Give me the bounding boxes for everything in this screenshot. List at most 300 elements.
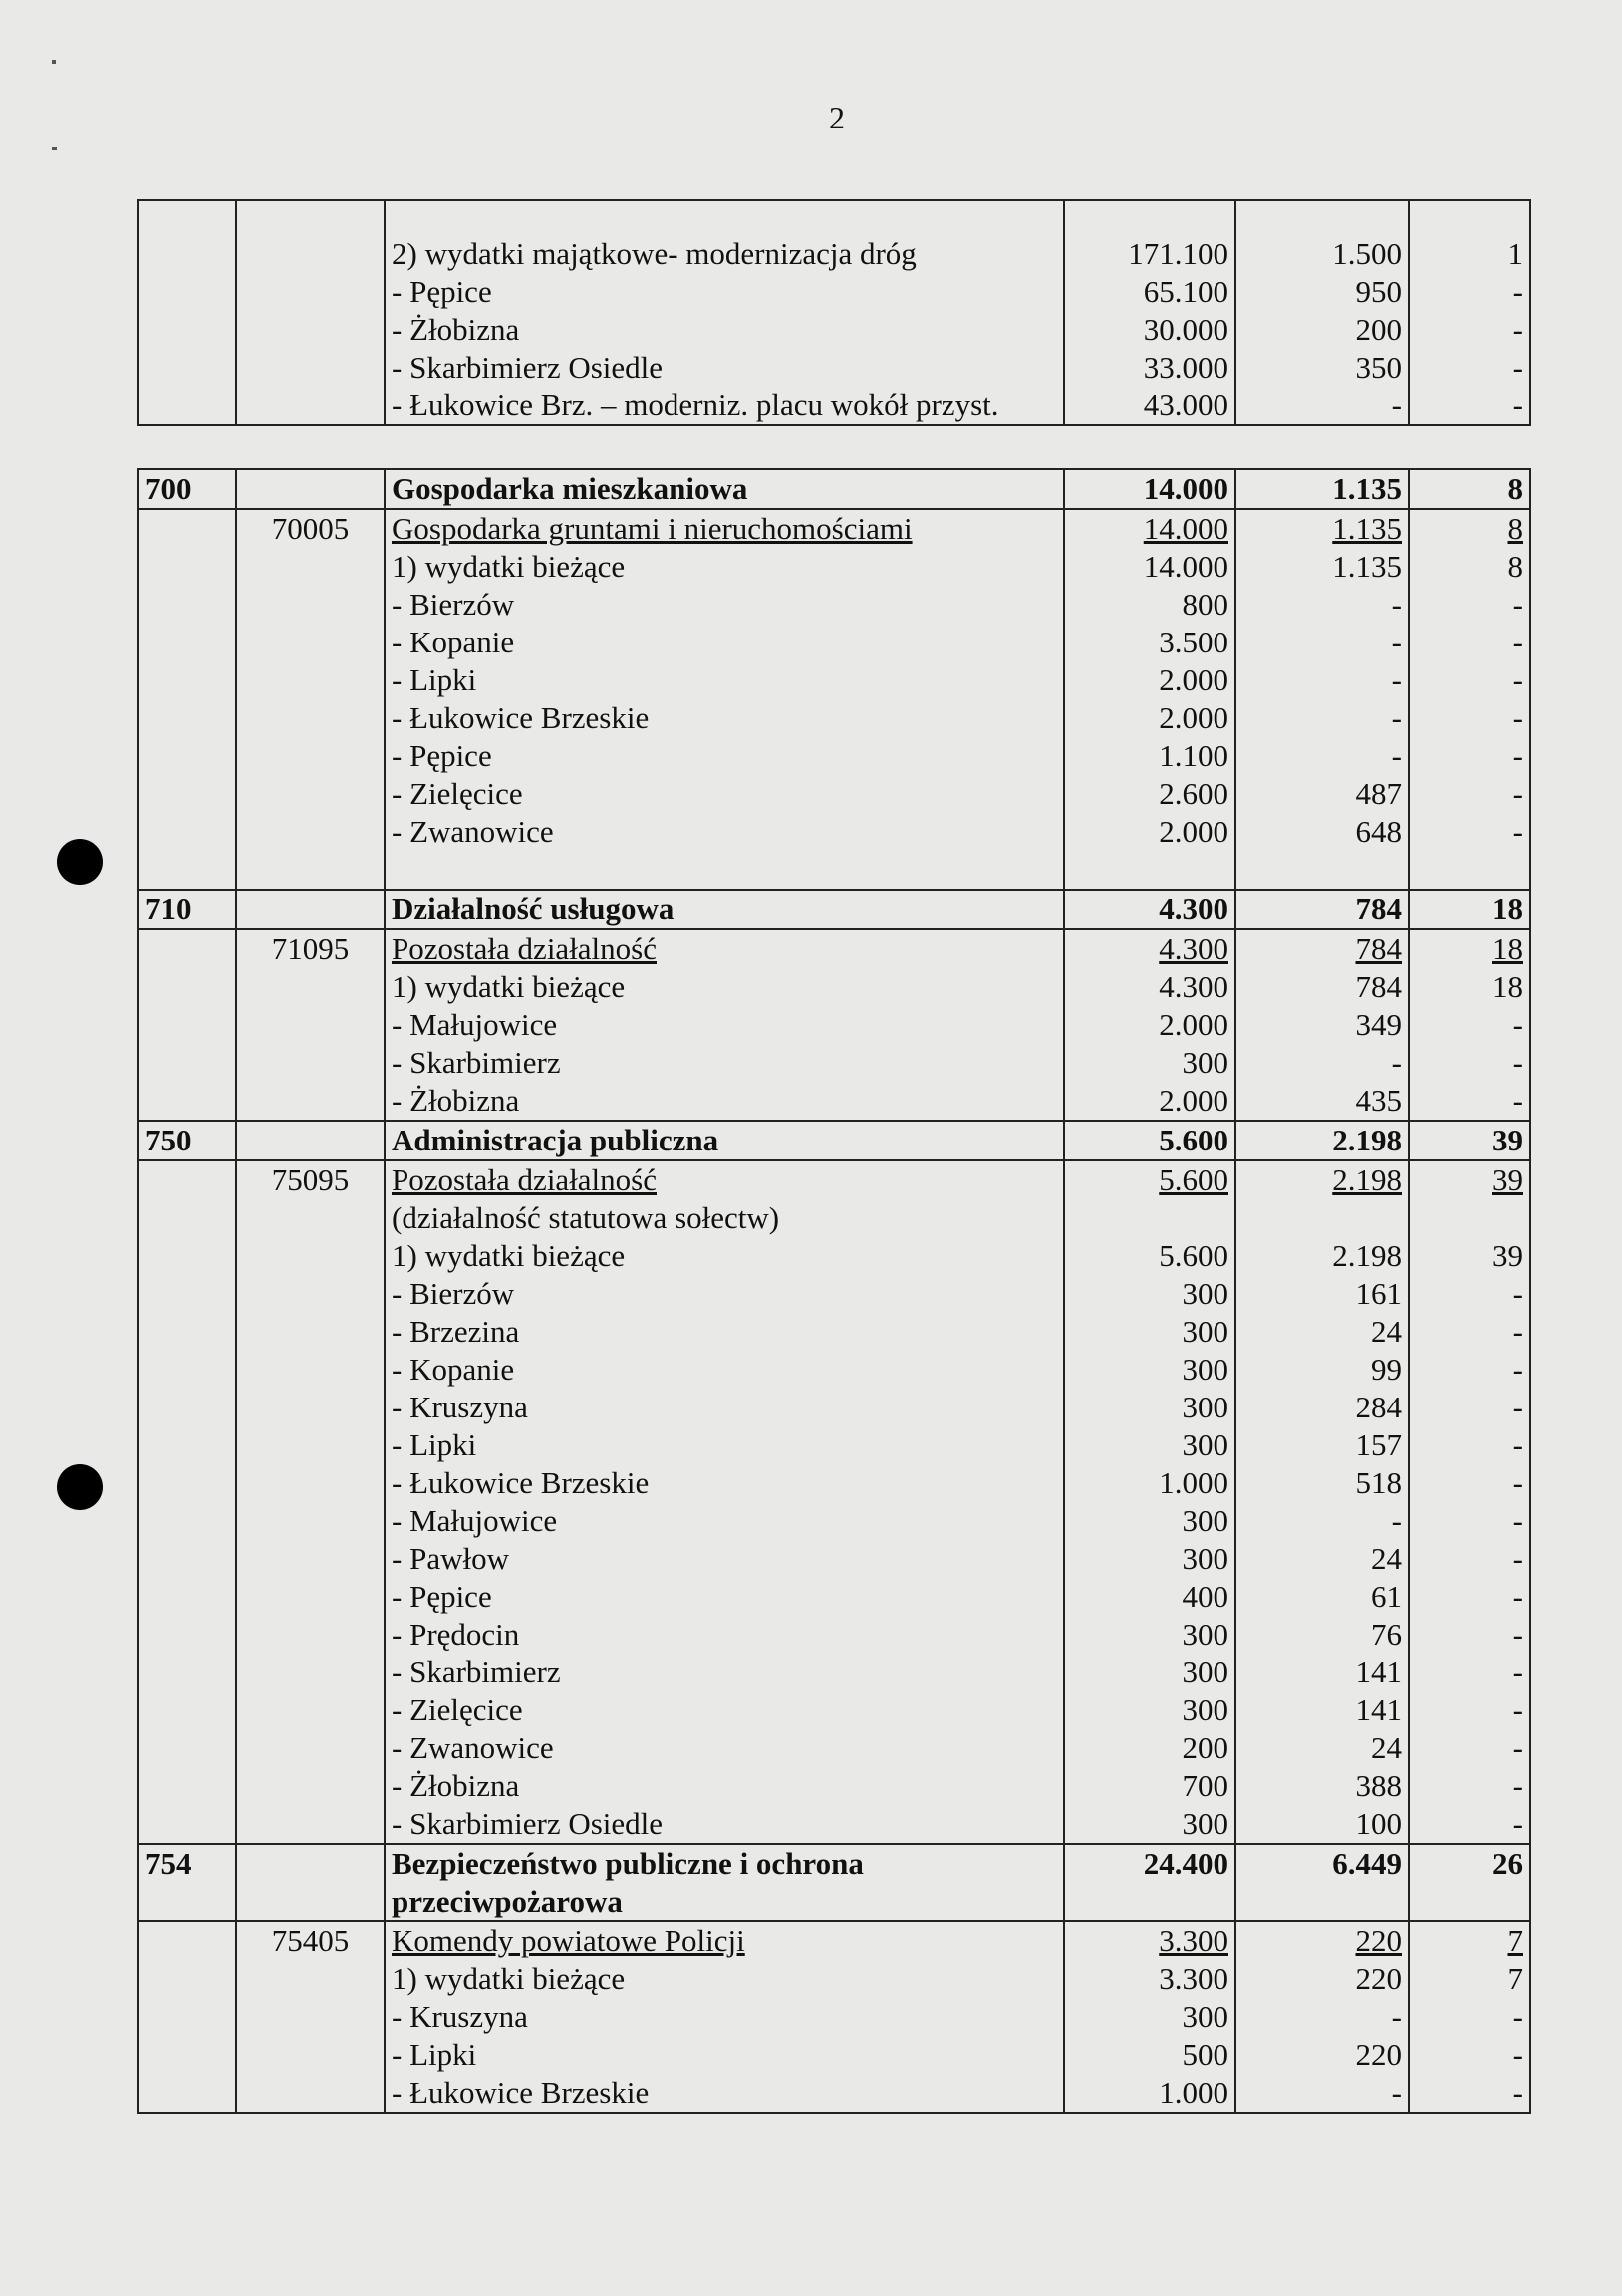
row-description-text: 1) wydatki bieżące <box>392 549 626 584</box>
row-percent <box>1409 1616 1530 1654</box>
section-code-cell <box>138 1006 236 1044</box>
row-percent <box>1409 1654 1530 1691</box>
section-code-cell <box>138 1998 236 2036</box>
row-executed <box>1235 1578 1409 1616</box>
row-percent <box>1409 737 1530 775</box>
row-description <box>385 311 1064 349</box>
section-code-cell <box>138 1160 236 1199</box>
row-description-text: - Małujowice <box>392 1503 558 1538</box>
section-title-line: Bezpieczeństwo publiczne i ochrona <box>392 1846 864 1881</box>
section-code-cell <box>138 1044 236 1082</box>
row-plan-text: 2.000 <box>1159 814 1228 849</box>
chapter-code-cell <box>236 1729 385 1767</box>
row-plan <box>1064 2036 1235 2074</box>
row-plan <box>1064 1044 1235 1082</box>
row-plan <box>1064 273 1235 311</box>
spacer-cell <box>236 200 385 235</box>
row-description <box>385 624 1064 661</box>
section-code-cell <box>138 813 236 851</box>
section-plan <box>1064 469 1235 509</box>
row-plan-text: 2.000 <box>1159 1083 1228 1118</box>
row-percent-text: - <box>1512 1465 1523 1500</box>
row-description-text: - Skarbimierz Osiedle <box>392 1806 664 1841</box>
section-heading-row <box>138 1121 1530 1160</box>
budget-table-sections <box>137 468 1531 2114</box>
row-description <box>385 1691 1064 1729</box>
row-executed <box>1235 349 1409 386</box>
row-percent-text: - <box>1512 1503 1523 1538</box>
chapter-percent <box>1409 1160 1530 1199</box>
table-row <box>138 1426 1530 1464</box>
section-title-line: przeciwpożarowa <box>392 1884 623 1918</box>
row-description <box>385 1767 1064 1805</box>
section-executed <box>1235 890 1409 929</box>
row-executed-text: 24 <box>1371 1541 1402 1576</box>
row-plan-text: 2.000 <box>1159 700 1228 735</box>
section-code-cell <box>138 509 236 548</box>
table-row <box>138 1351 1530 1389</box>
chapter-code-cell <box>236 624 385 661</box>
section-plan-text: 24.400 <box>1143 1846 1228 1881</box>
row-description-text: - Żłobizna <box>392 312 520 347</box>
row-plan <box>1064 737 1235 775</box>
section-title <box>385 890 1064 929</box>
row-plan-text: 5.600 <box>1159 1238 1228 1273</box>
table-row <box>138 311 1530 349</box>
section-code-cell <box>138 1960 236 1998</box>
chapter-code-cell <box>236 548 385 586</box>
chapter-row <box>138 1160 1530 1199</box>
chapter-plan-text: 14.000 <box>1143 511 1228 546</box>
row-description-text: - Kopanie <box>392 1352 515 1387</box>
row-plan <box>1064 699 1235 737</box>
chapter-code <box>236 929 385 968</box>
row-percent-text: - <box>1512 350 1523 384</box>
section-code-cell <box>138 1199 236 1237</box>
punch-hole <box>57 839 103 885</box>
chapter-code-cell <box>236 2036 385 2074</box>
row-plan <box>1064 1540 1235 1578</box>
section-code-cell <box>138 1805 236 1844</box>
row-plan-text: 300 <box>1182 1999 1228 2034</box>
row-plan <box>1064 586 1235 624</box>
section-title <box>385 1121 1064 1160</box>
row-description <box>385 1616 1064 1654</box>
table-row <box>138 235 1530 273</box>
table-row <box>138 1313 1530 1351</box>
section-code-cell <box>138 1313 236 1351</box>
row-plan <box>1064 1275 1235 1313</box>
row-executed <box>1235 624 1409 661</box>
section-code-cell <box>138 968 236 1006</box>
chapter-plan <box>1064 1160 1235 1199</box>
row-plan <box>1064 349 1235 386</box>
row-description-text: - Łukowice Brz. – moderniz. placu wokół przyst. <box>392 387 999 422</box>
row-plan <box>1064 1578 1235 1616</box>
page-number: 2 <box>829 100 845 135</box>
row-plan <box>1064 548 1235 586</box>
section-code-cell <box>138 2074 236 2113</box>
row-percent <box>1409 1729 1530 1767</box>
section-code-cell <box>138 1616 236 1654</box>
section-executed <box>1235 1121 1409 1160</box>
row-plan <box>1064 1389 1235 1426</box>
budget-table-continuation <box>137 199 1531 426</box>
row-description <box>385 968 1064 1006</box>
chapter-percent-text: 18 <box>1492 931 1523 966</box>
row-executed-text: 61 <box>1371 1579 1402 1614</box>
row-plan <box>1064 1691 1235 1729</box>
row-plan-text: 4.300 <box>1159 969 1228 1004</box>
section-percent-text: 8 <box>1507 471 1523 506</box>
chapter-code-cell <box>236 1044 385 1082</box>
row-percent-text: - <box>1512 1692 1523 1727</box>
row-percent-text: - <box>1512 1768 1523 1803</box>
row-executed-text: 220 <box>1355 2037 1402 2072</box>
row-description <box>385 1426 1064 1464</box>
row-plan <box>1064 1502 1235 1540</box>
section-percent-text: 39 <box>1492 1123 1523 1157</box>
chapter-code-text: 71095 <box>271 931 350 966</box>
chapter-executed <box>1235 1160 1409 1199</box>
row-percent-text: - <box>1512 814 1523 849</box>
row-plan-text: 3.500 <box>1159 625 1228 659</box>
row-description-text: 1) wydatki bieżące <box>392 1961 626 1996</box>
row-plan-text: 300 <box>1182 1655 1228 1689</box>
section-executed <box>1235 1844 1409 1921</box>
chapter-code-cell <box>236 1199 385 1237</box>
chapter-code-cell <box>236 737 385 775</box>
table-row <box>138 1960 1530 1998</box>
row-executed-text: 99 <box>1371 1352 1402 1387</box>
row-description-text: - Lipki <box>392 1427 477 1462</box>
section-percent <box>1409 1121 1530 1160</box>
row-executed-text: 487 <box>1355 776 1402 811</box>
section-heading-row <box>138 890 1530 929</box>
table-row <box>138 586 1530 624</box>
row-description-text: - Skarbimierz Osiedle <box>392 350 664 384</box>
row-plan-text: 33.000 <box>1143 350 1228 384</box>
row-percent <box>1409 968 1530 1006</box>
row-percent <box>1409 349 1530 386</box>
row-plan-text: 500 <box>1182 2037 1228 2072</box>
row-description-text: - Lipki <box>392 662 477 697</box>
chapter-title <box>385 1921 1064 1960</box>
chapter-title-text: Pozostała działalność <box>392 931 657 966</box>
chapter-code-text: 70005 <box>271 511 350 546</box>
table-row <box>138 1691 1530 1729</box>
section-code-cell <box>138 1540 236 1578</box>
empty-cell <box>1409 1199 1530 1237</box>
row-executed <box>1235 813 1409 851</box>
row-executed-text: 388 <box>1355 1768 1402 1803</box>
table-row <box>138 1767 1530 1805</box>
table-row <box>138 1389 1530 1426</box>
row-executed-text: 100 <box>1355 1806 1402 1841</box>
row-description-text: - Zwanowice <box>392 1730 554 1765</box>
row-plan <box>1064 1006 1235 1044</box>
padding-cell <box>1235 851 1409 890</box>
section-code-cell <box>138 1389 236 1426</box>
row-executed-text: 435 <box>1355 1083 1402 1118</box>
row-description-text: - Skarbimierz <box>392 1045 561 1080</box>
row-percent <box>1409 1998 1530 2036</box>
section-code-cell <box>138 1767 236 1805</box>
row-executed <box>1235 1502 1409 1540</box>
row-percent <box>1409 1006 1530 1044</box>
row-executed-text: 220 <box>1355 1961 1402 1996</box>
row-plan-text: 300 <box>1182 1390 1228 1424</box>
row-plan <box>1064 1767 1235 1805</box>
row-percent <box>1409 311 1530 349</box>
row-executed <box>1235 1044 1409 1082</box>
chapter-title <box>385 509 1064 548</box>
row-description <box>385 661 1064 699</box>
chapter-plan <box>1064 929 1235 968</box>
table-row <box>138 661 1530 699</box>
row-executed <box>1235 1767 1409 1805</box>
row-plan <box>1064 1654 1235 1691</box>
chapter-code-cell <box>236 1502 385 1540</box>
row-description-text: 1) wydatki bieżące <box>392 1238 626 1273</box>
row-percent <box>1409 624 1530 661</box>
row-percent <box>1409 1275 1530 1313</box>
row-description <box>385 349 1064 386</box>
chapter-plan-text: 5.600 <box>1159 1162 1228 1197</box>
row-plan-text: 300 <box>1182 1352 1228 1387</box>
row-plan <box>1064 386 1235 425</box>
chapter-code-cell <box>236 2074 385 2113</box>
chapter-code <box>236 1921 385 1960</box>
row-percent-text: - <box>1512 387 1523 422</box>
row-plan-text: 300 <box>1182 1314 1228 1349</box>
chapter-title-text: Pozostała działalność <box>392 1162 657 1197</box>
row-executed <box>1235 586 1409 624</box>
section-code-cell <box>138 1691 236 1729</box>
row-executed <box>1235 235 1409 273</box>
row-description-text: - Łukowice Brzeskie <box>392 2075 650 2110</box>
row-description <box>385 1082 1064 1121</box>
table-row <box>138 813 1530 851</box>
row-executed-text: 518 <box>1355 1465 1402 1500</box>
row-description <box>385 1237 1064 1275</box>
chapter-code-cell <box>236 1540 385 1578</box>
spacer-cell <box>1409 200 1530 235</box>
row-percent-text: - <box>1512 1655 1523 1689</box>
row-executed <box>1235 699 1409 737</box>
row-plan <box>1064 1729 1235 1767</box>
row-description <box>385 737 1064 775</box>
row-percent-text: 8 <box>1507 549 1523 584</box>
section-code-cell <box>138 548 236 586</box>
chapter-note <box>385 1199 1064 1237</box>
section-code-cell <box>138 1502 236 1540</box>
row-percent-text: - <box>1512 1999 1523 2034</box>
table-row <box>138 775 1530 813</box>
row-executed-text: - <box>1391 662 1402 697</box>
table-row <box>138 349 1530 386</box>
row-percent <box>1409 386 1530 425</box>
table-row <box>138 1729 1530 1767</box>
row-description <box>385 1540 1064 1578</box>
row-executed-text: 76 <box>1371 1617 1402 1652</box>
row-executed-text: 1.500 <box>1332 236 1402 271</box>
chapter-executed <box>1235 1921 1409 1960</box>
section-code-text: 700 <box>145 471 192 506</box>
section-executed-text: 2.198 <box>1332 1123 1402 1157</box>
row-description-text: - Kopanie <box>392 625 515 659</box>
chapter-note-row <box>138 1199 1530 1237</box>
row-percent-text: 18 <box>1492 969 1523 1004</box>
row-percent <box>1409 813 1530 851</box>
row-executed <box>1235 1691 1409 1729</box>
chapter-code-cell <box>236 699 385 737</box>
row-plan <box>1064 235 1235 273</box>
row-percent-text: - <box>1512 1083 1523 1118</box>
section-code-cell <box>138 586 236 624</box>
row-plan-text: 700 <box>1182 1768 1228 1803</box>
row-plan-text: 2.000 <box>1159 1007 1228 1042</box>
row-description-text: - Prędocin <box>392 1617 520 1652</box>
row-plan <box>1064 1998 1235 2036</box>
row-description-text: - Brzezina <box>392 1314 520 1349</box>
row-executed-text: - <box>1391 1999 1402 2034</box>
row-executed <box>1235 1082 1409 1121</box>
chapter-title-text: Gospodarka gruntami i nieruchomościami <box>392 511 913 546</box>
empty-cell <box>1235 1199 1409 1237</box>
row-percent <box>1409 273 1530 311</box>
chapter-code-cell <box>236 586 385 624</box>
section-code-cell <box>138 1654 236 1691</box>
chapter-executed-text: 220 <box>1355 1923 1402 1958</box>
row-executed-text: 24 <box>1371 1730 1402 1765</box>
row-percent-text: 7 <box>1507 1961 1523 1996</box>
row-plan <box>1064 1805 1235 1844</box>
section-percent <box>1409 469 1530 509</box>
chapter-percent <box>1409 509 1530 548</box>
chapter-executed-text: 2.198 <box>1332 1162 1402 1197</box>
row-executed <box>1235 1464 1409 1502</box>
section-code <box>138 890 236 929</box>
section-percent <box>1409 1844 1530 1921</box>
row-executed-text: - <box>1391 1045 1402 1080</box>
row-description <box>385 273 1064 311</box>
section-title-text: Gospodarka mieszkaniowa <box>392 471 748 506</box>
section-code-text: 750 <box>145 1123 192 1157</box>
row-executed-text: 141 <box>1355 1692 1402 1727</box>
row-plan <box>1064 775 1235 813</box>
row-executed-text: 350 <box>1355 350 1402 384</box>
row-percent <box>1409 1960 1530 1998</box>
chapter-code-cell <box>236 1578 385 1616</box>
chapter-plan-text: 4.300 <box>1159 931 1228 966</box>
row-executed-text: - <box>1391 2075 1402 2110</box>
section-title-text: Administracja publiczna <box>392 1123 719 1157</box>
row-description <box>385 775 1064 813</box>
row-description <box>385 813 1064 851</box>
section-code-cell <box>138 699 236 737</box>
row-plan-text: 1.000 <box>1159 2075 1228 2110</box>
chapter-code-text: 75405 <box>271 1923 350 1958</box>
section-executed <box>1235 469 1409 509</box>
row-percent <box>1409 1578 1530 1616</box>
chapter-code-text: 75095 <box>271 1162 350 1197</box>
table-row <box>138 2074 1530 2113</box>
row-description-text: - Pawłow <box>392 1541 509 1576</box>
section-code-cell <box>138 737 236 775</box>
padding-cell <box>1064 851 1235 890</box>
section-code <box>138 1844 236 1921</box>
section-percent <box>1409 890 1530 929</box>
chapter-executed-text: 784 <box>1355 931 1402 966</box>
row-percent-text: - <box>1512 1390 1523 1424</box>
section-title-text: Działalność usługowa <box>392 892 675 926</box>
row-executed <box>1235 1351 1409 1389</box>
section-code-cell <box>138 1578 236 1616</box>
row-percent <box>1409 1082 1530 1121</box>
section-code-cell <box>138 775 236 813</box>
section-code-cell <box>138 1351 236 1389</box>
section-plan <box>1064 890 1235 929</box>
row-description-text: - Łukowice Brzeskie <box>392 1465 650 1500</box>
table-row <box>138 737 1530 775</box>
row-percent <box>1409 1464 1530 1502</box>
row-executed <box>1235 775 1409 813</box>
row-plan-text: 171.100 <box>1128 236 1228 271</box>
row-executed <box>1235 386 1409 425</box>
row-percent <box>1409 661 1530 699</box>
chapter-code-cell <box>236 311 385 349</box>
row-executed-text: 950 <box>1355 274 1402 309</box>
row-executed <box>1235 2074 1409 2113</box>
scan-mark <box>52 60 56 64</box>
row-percent-text: - <box>1512 1806 1523 1841</box>
row-plan <box>1064 2074 1235 2113</box>
row-executed-text: - <box>1391 700 1402 735</box>
row-percent-text: - <box>1512 1579 1523 1614</box>
row-percent <box>1409 699 1530 737</box>
chapter-percent-text: 39 <box>1492 1162 1523 1197</box>
row-description-text: - Żłobizna <box>392 1083 520 1118</box>
row-description-text: - Zielęcice <box>392 1692 523 1727</box>
chapter-code-cell <box>236 890 385 929</box>
row-description-text: 2) wydatki majątkowe- modernizacja dróg <box>392 236 917 271</box>
chapter-code-cell <box>236 661 385 699</box>
row-executed <box>1235 548 1409 586</box>
chapter-plan <box>1064 509 1235 548</box>
row-description <box>385 1044 1064 1082</box>
table-row <box>138 1082 1530 1121</box>
row-plan-text: 1.000 <box>1159 1465 1228 1500</box>
row-executed-text: 157 <box>1355 1427 1402 1462</box>
section-heading-row <box>138 1844 1530 1921</box>
row-executed-text: 24 <box>1371 1314 1402 1349</box>
row-plan <box>1064 813 1235 851</box>
row-plan-text: 2.600 <box>1159 776 1228 811</box>
section-plan <box>1064 1121 1235 1160</box>
row-description <box>385 386 1064 425</box>
section-executed-text: 6.449 <box>1332 1846 1402 1881</box>
chapter-percent <box>1409 929 1530 968</box>
chapter-code-cell <box>236 1082 385 1121</box>
row-description <box>385 1275 1064 1313</box>
section-code-text: 710 <box>145 892 192 926</box>
chapter-note-text: (działalność statutowa sołectw) <box>392 1200 780 1235</box>
row-description-text: - Skarbimierz <box>392 1655 561 1689</box>
row-executed-text: 349 <box>1355 1007 1402 1042</box>
row-plan <box>1064 624 1235 661</box>
row-description <box>385 1351 1064 1389</box>
